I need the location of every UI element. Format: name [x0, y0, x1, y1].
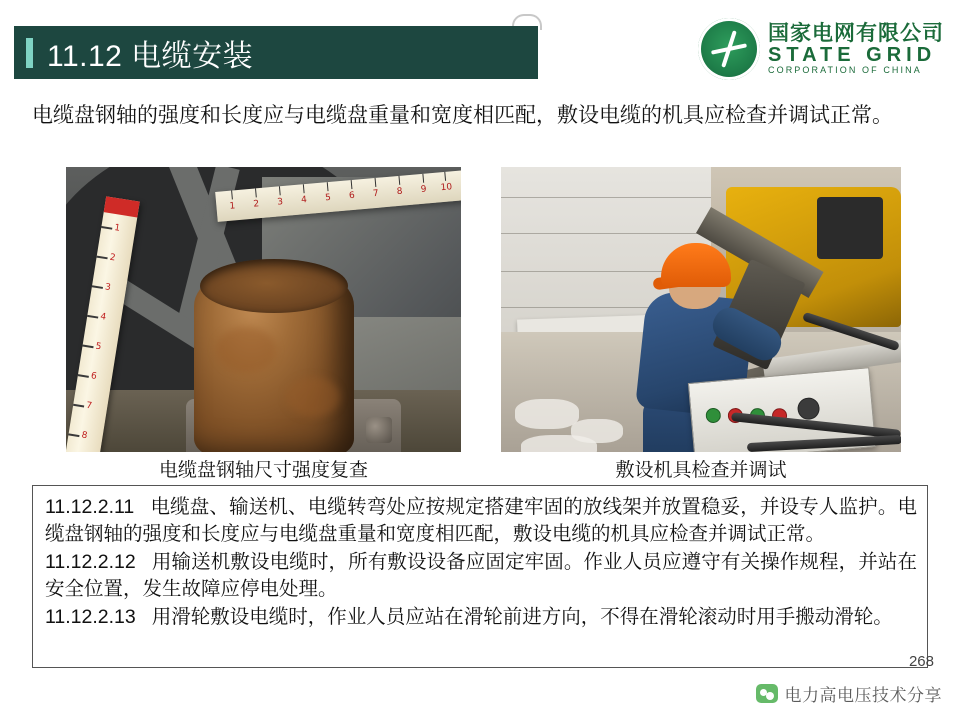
photo1-rust-patch	[286, 377, 340, 417]
laying-equipment-photo	[501, 167, 901, 452]
clause-text: 电缆盘、输送机、电缆转弯处应按规定搭建牢固的放线架并放置稳妥，并设专人监护。电缆盘钢轴的强度和长度应与电缆盘重量和宽度相匹配，敷设电缆的机具应检查并调试正常。	[45, 496, 917, 545]
photo1-rust-patch	[216, 327, 276, 373]
photo2-control-button	[705, 407, 721, 423]
photo-caption-right: 敷设机具检查并调试	[615, 460, 787, 481]
title-accent-bar	[26, 38, 33, 68]
photo1-shaft-end-face	[200, 259, 348, 313]
page-number: 268	[908, 653, 934, 670]
photo-caption-left: 电缆盘钢轴尺寸强度复查	[158, 460, 368, 481]
clause-number: 11.12.2.13	[45, 605, 136, 628]
logo-text-block	[768, 23, 944, 75]
wechat-icon	[756, 684, 778, 703]
photo1-tape-measure: 1 2 3 4 5 6 7 8	[66, 196, 140, 452]
state-grid-emblem-icon	[698, 18, 760, 80]
page-title: 11.12 电缆安装	[47, 39, 254, 73]
photo2-excavator-cab	[817, 197, 883, 259]
clause-paragraph	[45, 604, 917, 631]
logo-company-name-cn: 国家电网有限公司	[768, 21, 944, 45]
photo2-rubble	[515, 399, 579, 429]
clause-paragraph	[45, 549, 917, 603]
clause-text-box	[32, 485, 928, 668]
clause-text: 用滑轮敷设电缆时，作业人员应站在滑轮前进方向，不得在滑轮滚动时用手搬动滑轮。	[151, 605, 893, 628]
slide-title-bar	[14, 26, 538, 79]
state-grid-logo	[644, 16, 944, 82]
watermark-text: 电力高电压技术分享	[784, 686, 942, 705]
logo-company-subtitle-en: CORPORATION OF CHINA	[768, 64, 922, 75]
photo1-steel-ruler: 1 2 3 4 5 6 7 8 9 10	[215, 170, 461, 222]
lead-paragraph: 电缆盘钢轴的强度和长度应与电缆盘重量和宽度相匹配，敷设电缆的机具应检查并调试正常。	[32, 104, 893, 127]
photo2-rubble	[521, 435, 597, 452]
clause-number: 11.12.2.12	[45, 550, 136, 573]
cable-drum-shaft-photo	[66, 167, 461, 452]
clause-paragraph	[45, 494, 917, 548]
clause-text: 用输送机敷设电缆时，所有敷设设备应固定牢固。作业人员应遵守有关操作规程，并站在安全位置，发生故障应停电处理。	[45, 550, 917, 600]
photo1-bolt	[366, 417, 392, 443]
clause-number: 11.12.2.11	[45, 496, 135, 518]
photo2-control-knob	[797, 397, 821, 421]
logo-company-name-en: STATE GRID	[768, 43, 937, 66]
watermark	[756, 681, 943, 706]
